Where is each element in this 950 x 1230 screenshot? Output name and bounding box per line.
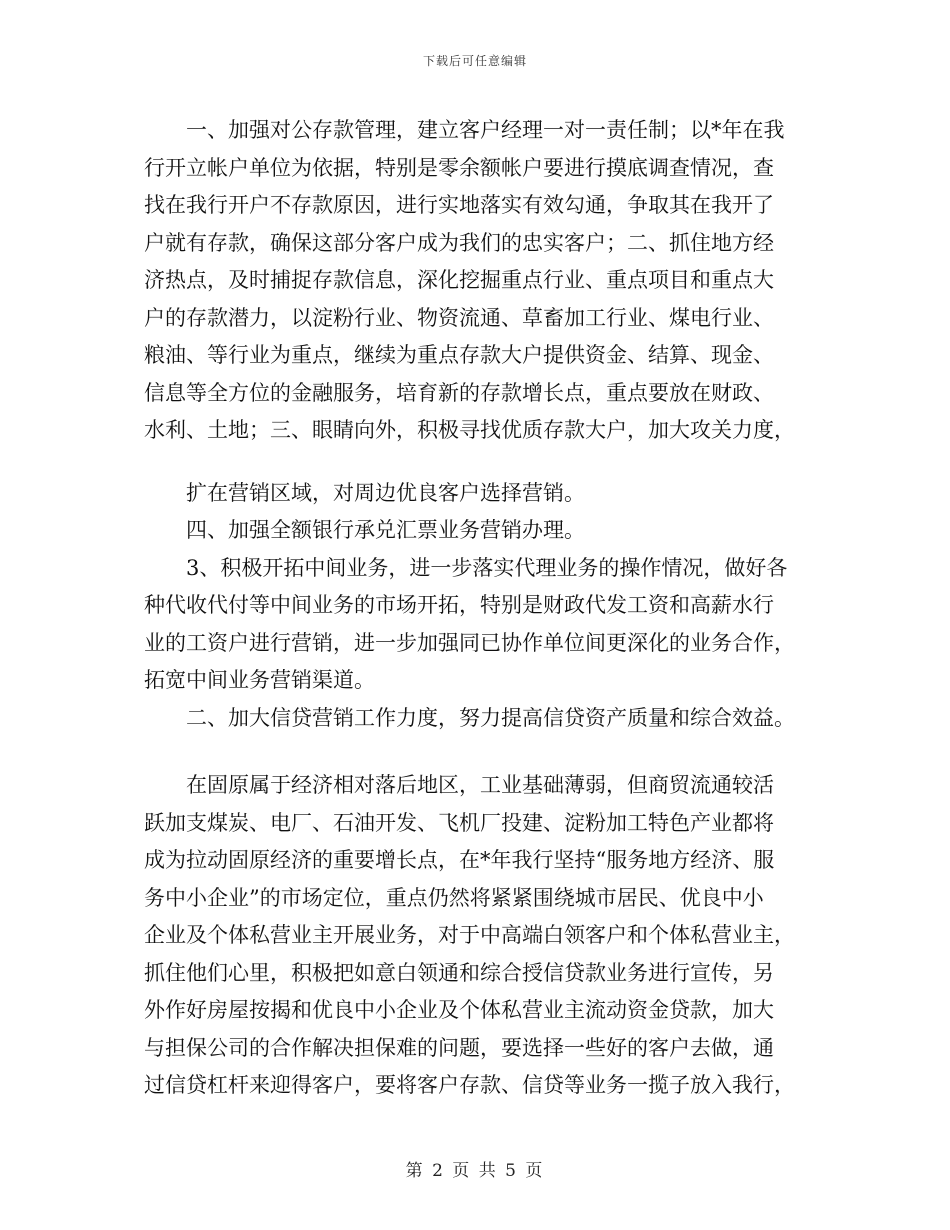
text-line: 务中小企业”的市场定位，重点仍然将紧紧围绕城市居民、优良中小 <box>144 885 764 910</box>
paragraph-marketing-region <box>144 475 808 513</box>
text-line: 行开立帐户单位为依据，特别是零余额帐户要进行摸底调查情况，查 <box>144 155 774 180</box>
text-line: 与担保公司的合作解决担保难的问题，要选择一些好的客户去做，通 <box>144 1035 774 1060</box>
document-body <box>144 112 808 1105</box>
paragraph-intermediary-business <box>144 550 808 700</box>
text-line: 粮油、等行业为重点，继续为重点存款大户提供资金、结算、现金、 <box>144 343 774 367</box>
paragraph-guyuan-economy <box>144 767 808 1105</box>
page-header: 下载后可任意编辑 <box>422 54 527 68</box>
page-number-footer: 第 2 页 共 5 页 <box>405 1161 545 1181</box>
text-line: 户就有存款，确保这部分客户成为我们的忠实客户；二、抓住地方经 <box>144 230 774 255</box>
text-line: 种代收代付等中间业务的市场开拓，特别是财政代发工资和高薪水行 <box>144 593 774 617</box>
paragraph-credit-marketing <box>144 700 808 738</box>
text-line: 济热点，及时捕捉存款信息，深化挖掘重点行业、重点项目和重点大 <box>144 268 774 292</box>
text-line: 过信贷杠杆来迎得客户，要将客户存款、信贷等业务一揽子放入我行， <box>144 1073 795 1097</box>
text-line: 3、积极开拓中间业务，进一步落实代理业务的操作情况，做好各 <box>186 555 788 580</box>
text-line: 成为拉动固原经济的重要增长点，在*年我行坚持“服务地方经济、服 <box>144 848 775 872</box>
text-line: 外作好房屋按揭和优良中小企业及个体私营业主流动资金贷款，加大 <box>144 998 774 1022</box>
text-line: 找在我行开户不存款原因，进行实地落实有效勾通，争取其在我开了 <box>144 193 774 217</box>
text-line: 四、加强全额银行承兑汇票业务营销办理。 <box>186 518 585 542</box>
text-line: 抓住他们心里，积极把如意白领通和综合授信贷款业务进行宣传，另 <box>144 960 774 985</box>
paragraph-deposit-management <box>144 112 808 450</box>
text-line: 水利、土地；三、眼睛向外，积极寻找优质存款大户，加大攻关力度， <box>144 418 795 442</box>
text-line: 跃加支煤炭、电厂、石油开发、飞机厂投建、淀粉加工特色产业都将 <box>144 810 774 835</box>
text-line: 拓宽中间业务营销渠道。 <box>144 668 375 692</box>
text-line: 企业及个体私营业主开展业务，对于中高端白领客户和个体私营业主， <box>144 923 795 947</box>
text-line: 在固原属于经济相对落后地区，工业基础薄弱，但商贸流通较活 <box>186 773 774 797</box>
text-line: 业的工资户进行营销，进一步加强同已协作单位间更深化的业务合作， <box>144 630 795 655</box>
text-line: 一、加强对公存款管理，建立客户经理一对一责任制；以*年在我 <box>186 118 785 142</box>
text-line: 户的存款潜力，以淀粉行业、物资流通、草畜加工行业、煤电行业、 <box>144 305 774 330</box>
paragraph-acceptance-bills <box>144 512 808 550</box>
text-line: 信息等全方位的金融服务，培育新的存款增长点，重点要放在财政、 <box>144 380 774 405</box>
text-line: 扩在营销区域，对周边优良客户选择营销。 <box>186 480 585 505</box>
text-line: 二、加大信贷营销工作力度，努力提高信贷资产质量和综合效益。 <box>186 705 795 730</box>
